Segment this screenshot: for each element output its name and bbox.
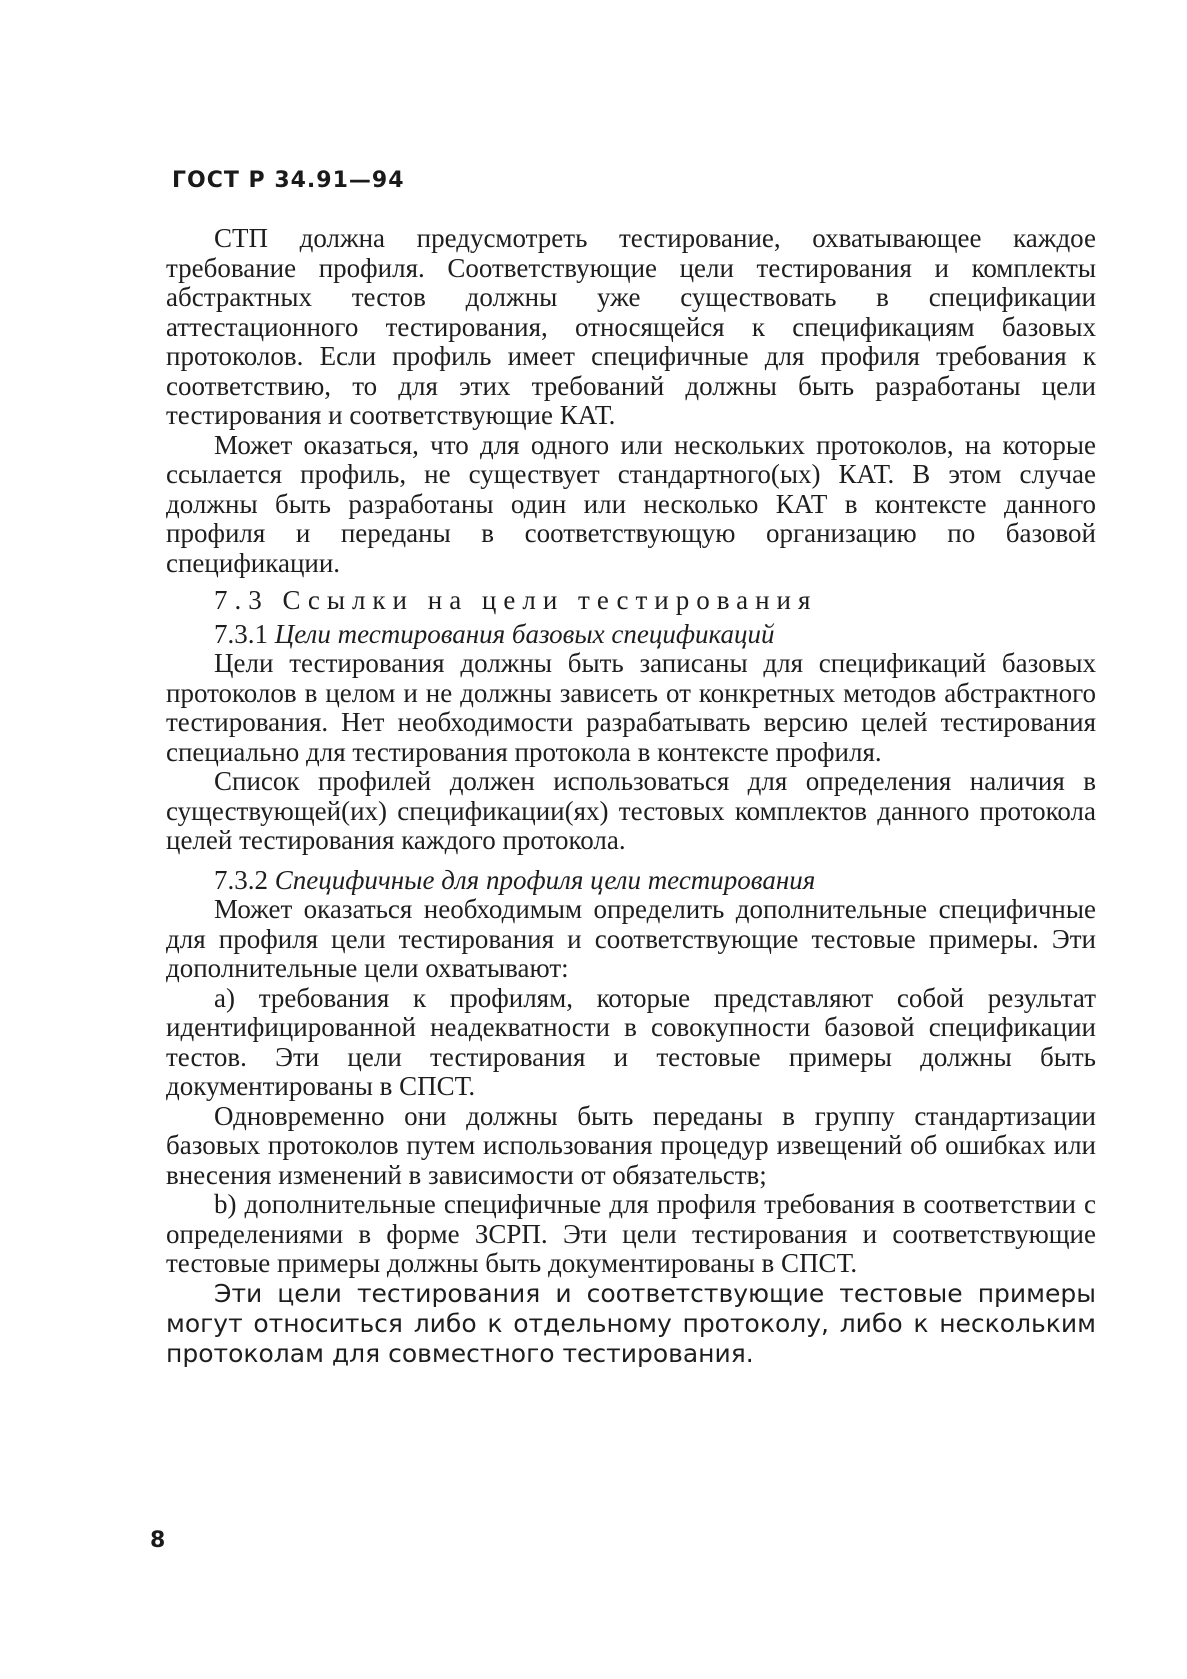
paragraph: СТП должна предусмотреть тестирование, охватывающее каждое требование профиля. Соответствующие цели тестирования и комплекты абстрактных тестов должны уже существовать в спецификации аттестационного тестирования, относящейся к спецификациям базовых протоколов. Если профиль имеет специфичные для профиля требования к соответствию, то для этих требований должны быть разработаны цели тестирования и соответствующие КАТ. bbox=[166, 223, 1096, 430]
section-title: 7.3 Ссылки на цели тестирования bbox=[214, 585, 818, 615]
paragraph: Список профилей должен использоваться для определения наличия в существующей(их) спецификации(ях) тестовых комплектов данного протокола целей тестирования каждого протокола. bbox=[166, 766, 1096, 855]
subsection-heading-7-3-2 bbox=[166, 866, 1096, 896]
list-item-b: b) дополнительные специфичные для профиля требования в соответствии с определениями в форме ЗСРП. Эти цели тестирования и соответствующие тестовые примеры должны быть документированы в СПСТ. bbox=[166, 1189, 1096, 1278]
list-item-a: а) требования к профилям, которые представляют собой результат идентифицированной неадекватности в совокупности базовой спецификации тестов. Эти цели тестирования и тестовые примеры должны быть документированы в СПСТ. bbox=[166, 982, 1096, 1101]
document-body bbox=[166, 224, 1096, 1369]
paragraph: Может оказаться необходимым определить дополнительные специфичные для профиля цели тестирования и соответствующие тестовые примеры. Эти дополнительные цели охватывают: bbox=[166, 894, 1096, 983]
subsection-title: Специфичные для профиля цели тестирования bbox=[274, 864, 816, 895]
document-header: ГОСТ Р 34.91—94 bbox=[172, 168, 405, 193]
paragraph: Может оказаться, что для одного или нескольких протоколов, на которые ссылается профиль, не существует стандартного(ых) КАТ. В этом случае должны быть разработаны один или несколько КАТ в контексте данного профиля и переданы в соответствующую организацию по базовой спецификации. bbox=[166, 429, 1096, 578]
paragraph: Цели тестирования должны быть записаны для спецификаций базовых протоколов в целом и не должны зависеть от конкретных методов абстрактного тестирования. Нет необходимости разрабатывать версию целей тестирования специально для тестирования протокола в контексте профиля. bbox=[166, 648, 1096, 767]
subsection-title: Цели тестирования базовых спецификаций bbox=[274, 618, 775, 649]
subsection-heading-7-3-1 bbox=[166, 620, 1096, 650]
subsection-number: 7.3.2 bbox=[214, 864, 268, 895]
section-heading-7-3 bbox=[166, 586, 1096, 616]
page-number: 8 bbox=[150, 1528, 166, 1553]
paragraph-final: Эти цели тестирования и соответствующие тестовые примеры могут относиться либо к отдельному протоколу, либо к нескольким протоколам для совместного тестирования. bbox=[166, 1278, 1096, 1368]
subsection-number: 7.3.1 bbox=[214, 618, 268, 649]
paragraph: Одновременно они должны быть переданы в группу стандартизации базовых протоколов путем использования процедур извещений об ошибках или внесения изменений в зависимости от обязательств; bbox=[166, 1100, 1096, 1190]
